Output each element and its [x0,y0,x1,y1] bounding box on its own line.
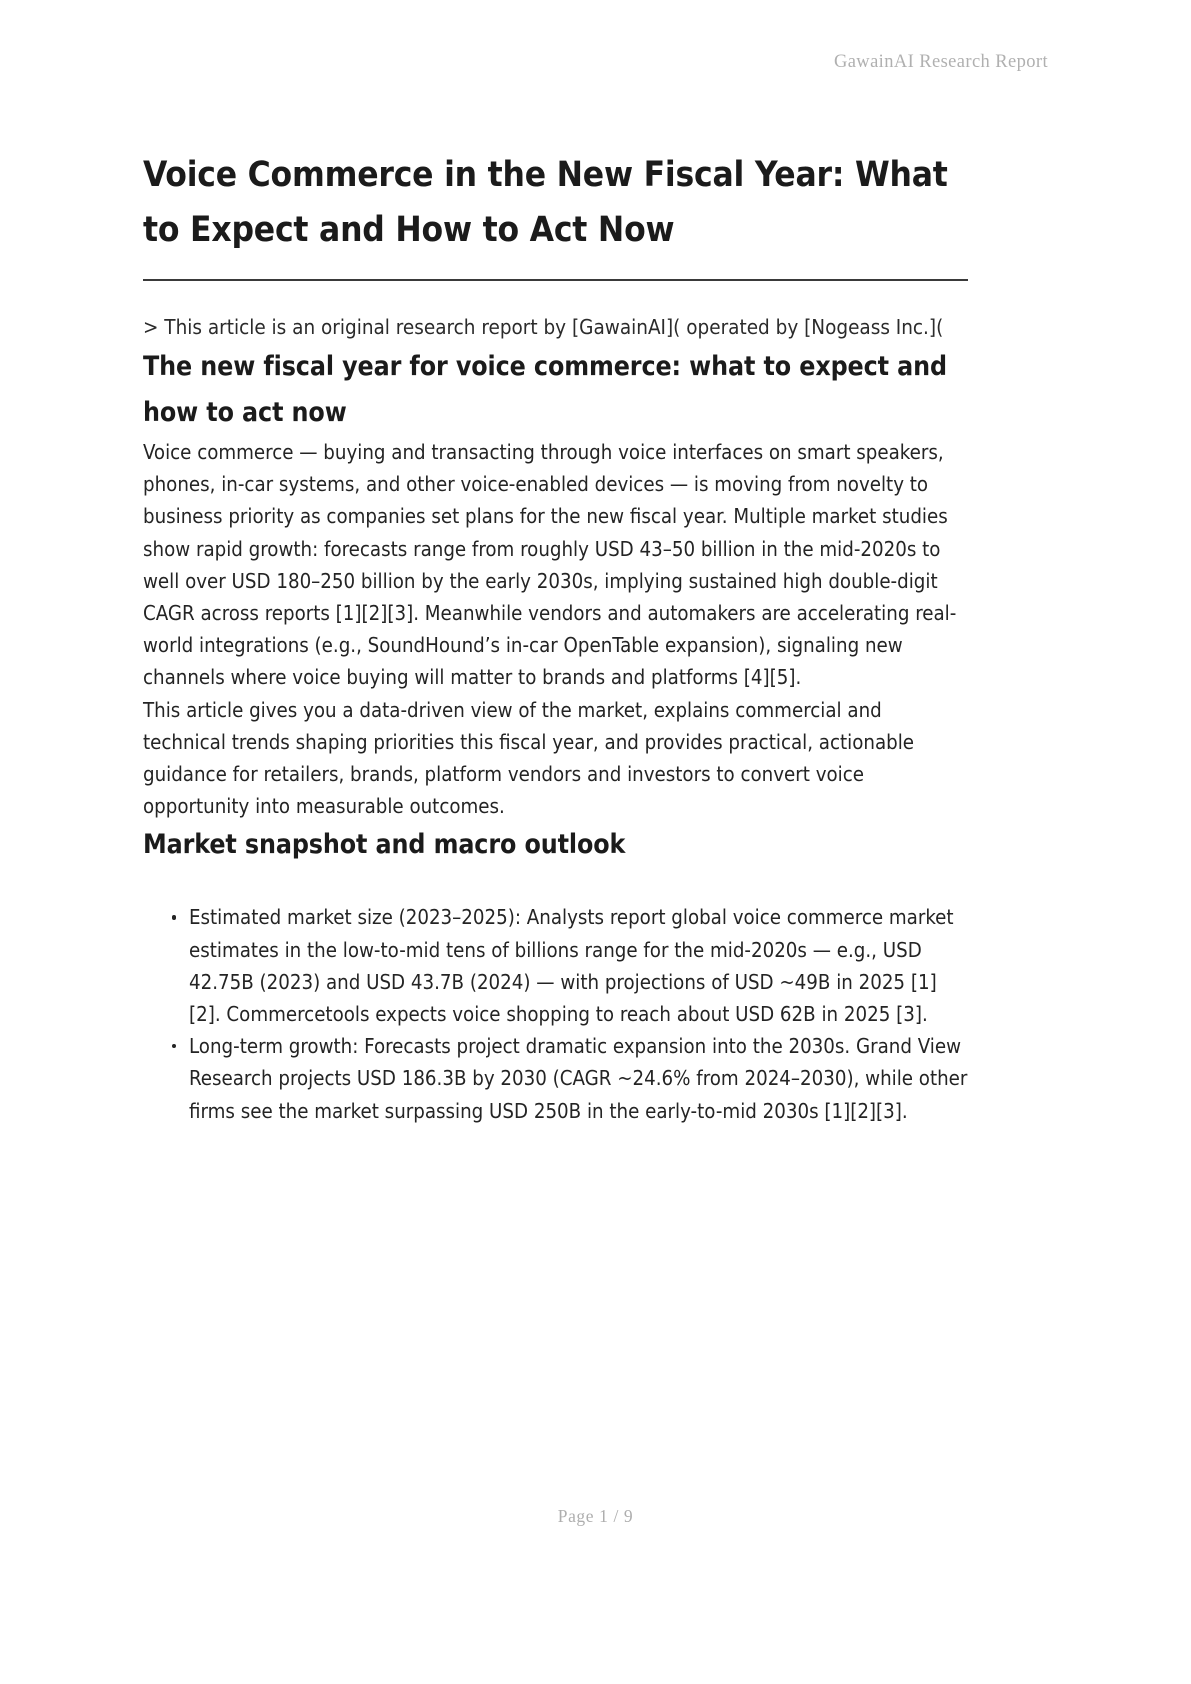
paragraph-market-intro: Voice commerce — buying and transacting through voice interfaces on smart speakers, phones, in-car systems, and other voice-enabled devices — is moving from novelty to business priority as companies set plans for the new fiscal year. Multiple market studies show rapid growth: forecasts range from roughly USD 43–50 billion in the mid-2020s to well over USD 180–250 billion by the early 2030s, implying sustained high double-digit CAGR across reports [1][2][3]. Meanwhile vendors and automakers are accelerating real-world integrations (e.g., SoundHound’s in-car OpenTable expansion), signaling new channels where voice buying will matter to brands and platforms [4][5]. [143,440,957,690]
list-item: Long-term growth: Forecasts project dramatic expansion into the 2030s. Grand View Research projects USD 186.3B by 2030 (CAGR ~24.6% from 2024–2030), while other firms see the market surpassing USD 250B in the early-to-mid 2030s [1][2][3]. [168,1030,968,1127]
page-title: Voice Commerce in the New Fiscal Year: What to Expect and How to Act Now [143,155,948,250]
list-item: Estimated market size (2023–2025): Analysts report global voice commerce market estimates in the low-to-mid tens of billions range for the mid-2020s — e.g., USD 42.75B (2023) and USD 43.7B (2024) — with projections of USD ~49B in 2025 [1][2]. Commercetools expects voice shopping to reach about USD 62B in 2025 [3]. [168,901,968,1030]
document-content [143,148,968,1127]
market-snapshot-list [143,901,968,1126]
title-divider [143,279,968,281]
running-header: GawainAI Research Report [833,52,1048,72]
section-heading-overview: The new fiscal year for voice commerce: what to expect and how to act now [143,351,947,428]
paragraph-article-scope: This article gives you a data-driven view of the market, explains commercial and technical trends shaping priorities this fiscal year, and provides practical, actionable guidance for retailers, brands, platform vendors and investors to convert voice opportunity into measurable outcomes. [143,697,915,819]
blockquote-attribution: > This article is an original research report by [GawainAI]( operated by [Nogeass Inc.]( [143,315,944,339]
section-heading-market-snapshot: Market snapshot and macro outlook [143,829,626,861]
page-footer: Page 1 / 9 [557,1506,634,1526]
